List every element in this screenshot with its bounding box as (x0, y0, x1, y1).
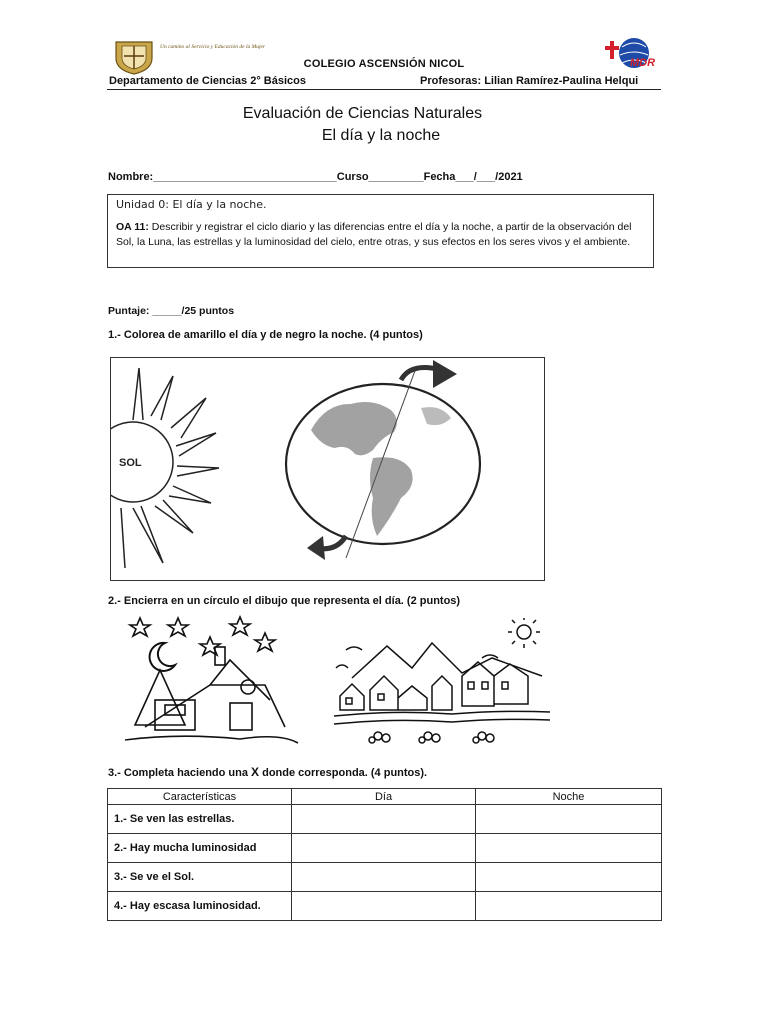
unit-title: Unidad 0: El día y la noche. (116, 198, 267, 211)
question-3-mark: X (251, 765, 260, 779)
page-subtitle: El día y la noche (321, 127, 441, 144)
table-row (108, 834, 662, 863)
sun-label: SOL (119, 457, 142, 469)
rotation-arrow-bottom (307, 536, 346, 560)
question-3-text-b: donde corresponda. (4 puntos). (259, 767, 428, 779)
day-landscape-drawing[interactable] (332, 618, 552, 753)
night-cell[interactable] (476, 863, 662, 892)
page-title: Evaluación de Ciencias Naturales (242, 105, 483, 122)
rotation-arrow-top (401, 360, 457, 388)
objective-label: OA 11: (116, 221, 149, 233)
mdr-label: MDR (630, 57, 656, 69)
header-night: Noche (476, 789, 662, 805)
school-name: COLEGIO ASCENSIÓN NICOL (303, 58, 465, 70)
student-info-line[interactable]: Nombre:______________________________Curso_________Fecha___/___/2021 (108, 171, 523, 183)
header-divider (107, 89, 661, 90)
night-cell[interactable] (476, 805, 662, 834)
table-header-row (108, 789, 662, 805)
question-3 (108, 765, 427, 779)
objective-text (116, 220, 646, 250)
day-cell[interactable] (292, 892, 476, 921)
department: Departamento de Ciencias 2° Básicos (109, 75, 306, 87)
day-cell[interactable] (292, 805, 476, 834)
row-label: 1.- Se ven las estrellas. (108, 805, 292, 834)
question-1: 1.- Colorea de amarillo el día y de negro la noche. (4 puntos) (108, 329, 423, 341)
score-line: Puntaje: _____/25 puntos (108, 305, 235, 317)
table-row (108, 892, 662, 921)
night-cell[interactable] (476, 834, 662, 863)
objective-description: Describir y registrar el ciclo diario y las diferencias entre el día y la noche, a partir de la observación del Sol, la Luna, las estrellas y la luminosidad del cielo, entre otras, y sus efectos en los seres vivos y el ambiente. (116, 221, 632, 248)
row-label: 3.- Se ve el Sol. (108, 863, 292, 892)
night-cell[interactable] (476, 892, 662, 921)
row-label: 4.- Hay escasa luminosidad. (108, 892, 292, 921)
question-3-text-a: 3.- Completa haciendo una (108, 767, 252, 779)
characteristics-table (107, 788, 662, 921)
earth-drawing (286, 368, 480, 558)
day-cell[interactable] (292, 834, 476, 863)
night-house-drawing[interactable] (120, 615, 300, 755)
table-row (108, 805, 662, 834)
table-row (108, 863, 662, 892)
logo-motto: Un camino al Servicio y Educación de la Mujer (160, 44, 266, 50)
teachers: Profesoras: Lilian Ramírez-Paulina Helqui (420, 75, 639, 87)
header-characteristics: Características (108, 789, 292, 805)
mdr-logo (604, 33, 660, 78)
header-day: Día (292, 789, 476, 805)
question-2: 2.- Encierra en un círculo el dibujo que representa el día. (2 puntos) (108, 595, 461, 607)
sun-earth-figure[interactable] (110, 357, 545, 581)
day-cell[interactable] (292, 863, 476, 892)
row-label: 2.- Hay mucha luminosidad (108, 834, 292, 863)
